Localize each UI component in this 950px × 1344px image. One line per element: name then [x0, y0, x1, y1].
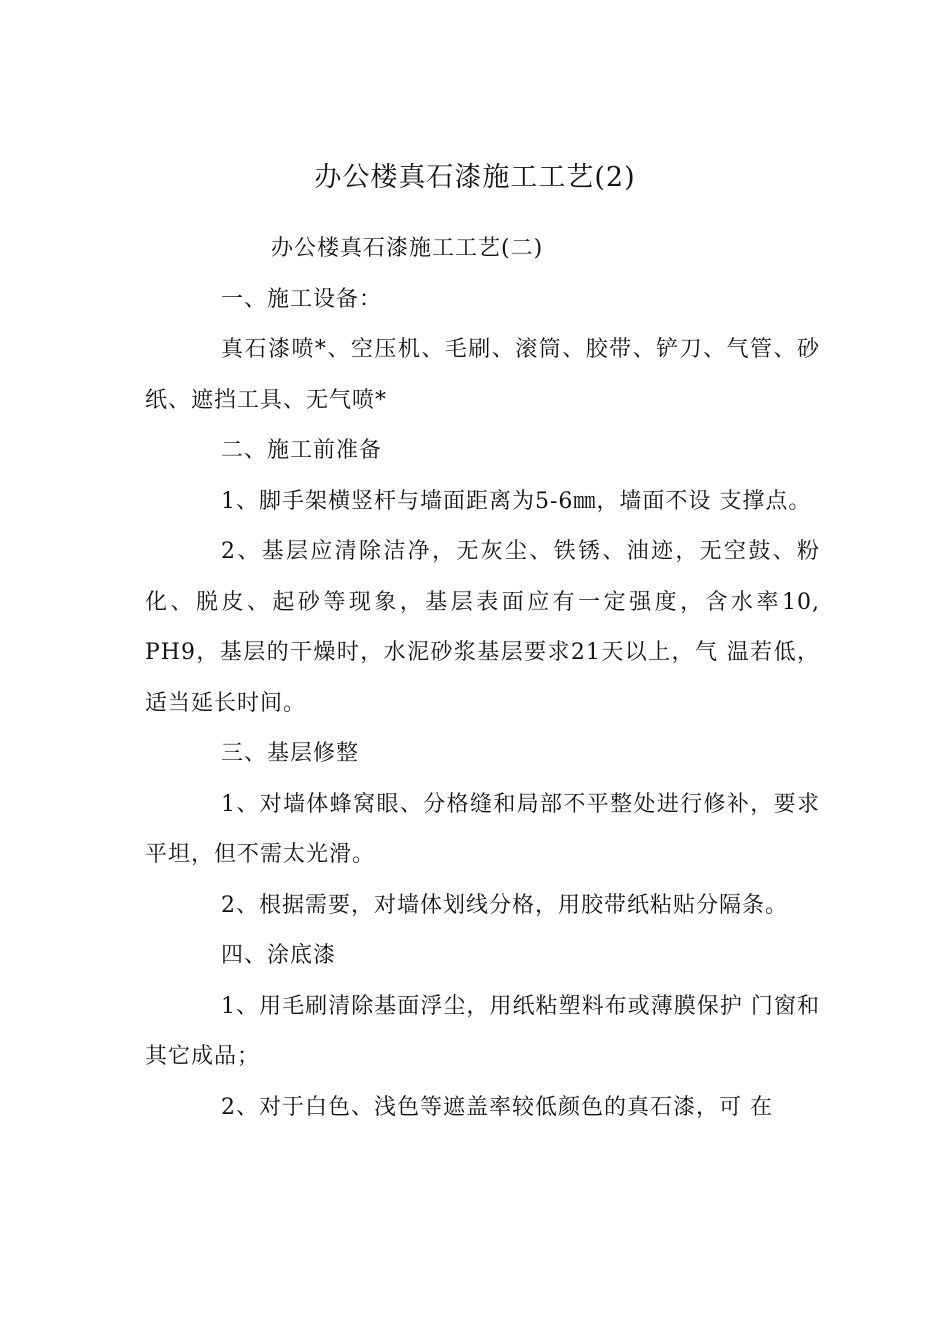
section-heading: 四、涂底漆 — [221, 943, 337, 968]
section-heading: 二、施工前准备 — [221, 438, 383, 463]
section-heading: 一、施工设备： — [221, 286, 383, 312]
paragraph: 2、基层应清除洁净，无灰尘、铁锈、油迹，无空鼓、粉化、脱皮、起砂等现象，基层表面应有一定强度，含水率10, PH9，基层的干燥时，水泥砂浆基层要求21天以上，气 温若低，适当延长时间。 — [145, 539, 820, 716]
paragraph: 2、对于白色、浅色等遮盖率较低颜色的真石漆，可 在 — [221, 1094, 773, 1120]
document-body — [145, 224, 820, 1133]
paragraph: 1、对墙体蜂窝眼、分格缝和局部不平整处进行修补，要求平坦，但不需太光滑。 — [145, 791, 820, 867]
section-heading: 三、基层修整 — [221, 741, 360, 766]
document-subtitle: 办公楼真石漆施工工艺(二) — [271, 236, 544, 261]
paragraph: 真石漆喷*、空压机、毛刷、滚筒、胶带、铲刀、气管、砂纸、遮挡工具、无气喷* — [145, 337, 820, 413]
document-title: 办公楼真石漆施工工艺(2) — [314, 162, 636, 193]
paragraph: 1、用毛刷清除基面浮尘，用纸粘塑料布或薄膜保护 门窗和其它成品； — [145, 993, 820, 1069]
paragraph: 1、脚手架横竖杆与墙面距离为5-6㎜，墙面不设 支撑点。 — [221, 488, 812, 514]
paragraph: 2、根据需要，对墙体划线分格，用胶带纸粘贴分隔条。 — [221, 892, 788, 918]
